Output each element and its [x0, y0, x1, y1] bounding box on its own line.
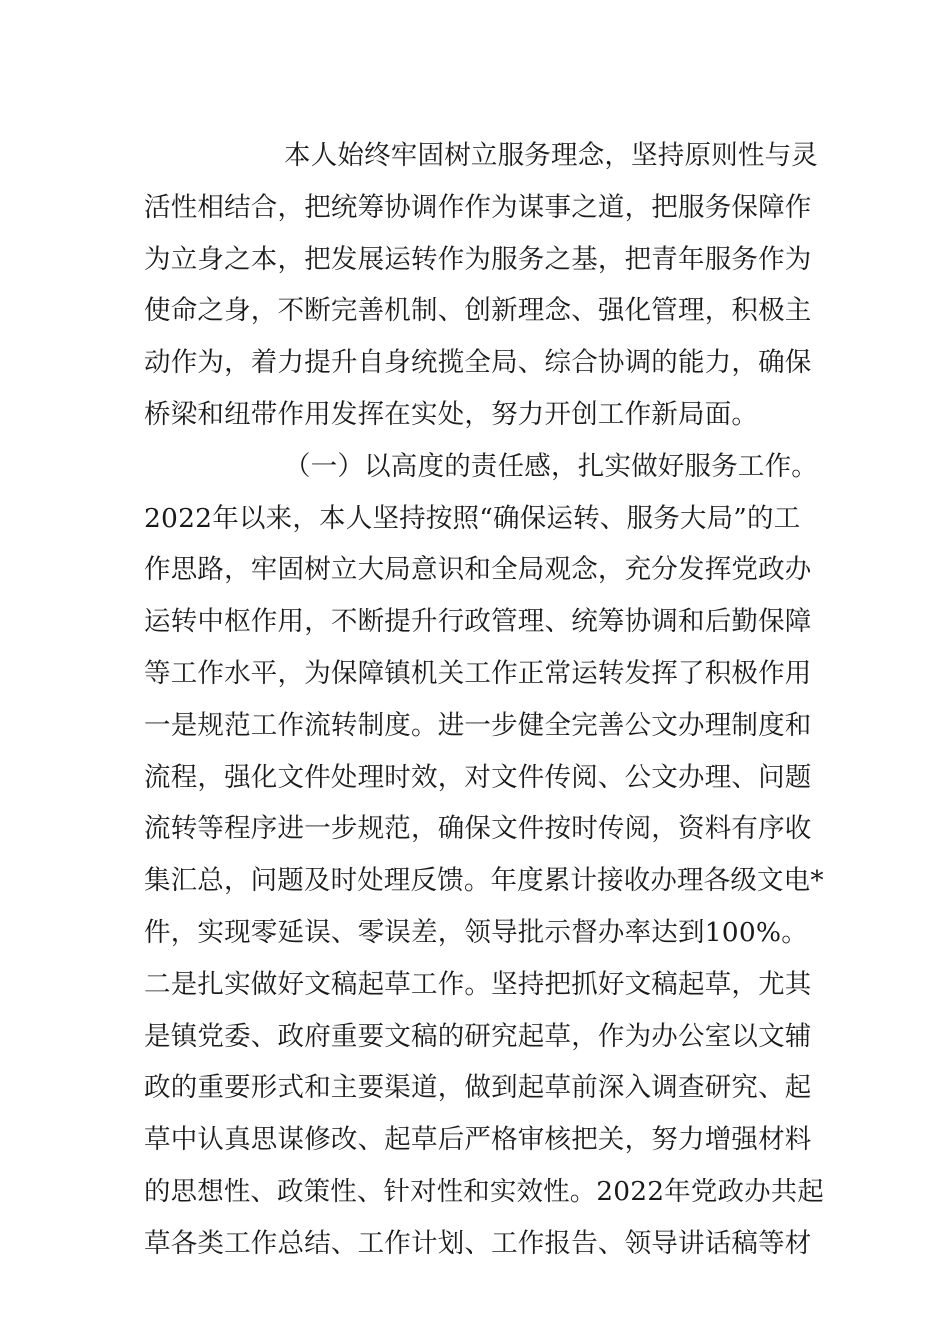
text-line: 本人始终牢固树立服务理念，坚持原则性与灵: [284, 140, 818, 171]
text-line: 运转中枢作用，不断提升行政管理、统筹协调和后勤保障: [144, 606, 812, 638]
text-line: 集汇总，问题及时处理反馈。年度累计接收办理各级文电*: [144, 865, 824, 897]
text-line: 等工作水平，为保障镇机关工作正常运转发挥了积极作用: [144, 657, 812, 689]
text-line: 件，实现零延误、零误差，领导批示督办率达到100%。: [144, 916, 808, 948]
text-line: 的思想性、政策性、针对性和实效性。2022年党政办共起: [144, 1175, 824, 1207]
text-line: 活性相结合，把统筹协调作作为谋事之道，把服务保障作: [144, 191, 812, 223]
text-line: 流转等程序进一步规范，确保文件按时传阅，资料有序收: [144, 813, 812, 845]
text-line: 作思路，牢固树立大局意识和全局观念，充分发挥党政办: [144, 554, 812, 586]
text-line: 流程，强化文件处理时效，对文件传阅、公文办理、问题: [144, 761, 812, 793]
text-line: 二是扎实做好文稿起草工作。坚持把抓好文稿起草，尤其: [144, 968, 812, 1000]
text-line: 政的重要形式和主要渠道，做到起草前深入调查研究、起: [144, 1072, 812, 1104]
text-line: 一是规范工作流转制度。进一步健全完善公文办理制度和: [144, 709, 812, 741]
text-line: 草中认真思谋修改、起草后严格审核把关，努力增强材料: [144, 1124, 812, 1156]
body-text: [144, 130, 824, 1270]
text-line: 2022年以来，本人坚持按照“确保运转、服务大局”的工: [144, 502, 801, 534]
text-line: （一）以高度的责任感，扎实做好服务工作。: [284, 450, 818, 482]
text-line: 使命之身，不断完善机制、创新理念、强化管理，积极主: [144, 295, 812, 327]
text-line: 为立身之本，把发展运转作为服务之基，把青年服务作为: [144, 243, 812, 275]
text-line: 草各类工作总结、工作计划、工作报告、领导讲话稿等材: [144, 1227, 812, 1259]
text-line: 桥梁和纽带作用发挥在实处，努力开创工作新局面。: [144, 398, 759, 430]
text-line: 动作为，着力提升自身统揽全局、综合协调的能力，确保: [144, 347, 812, 379]
text-line: 是镇党委、政府重要文稿的研究起草，作为办公室以文辅: [144, 1020, 812, 1052]
